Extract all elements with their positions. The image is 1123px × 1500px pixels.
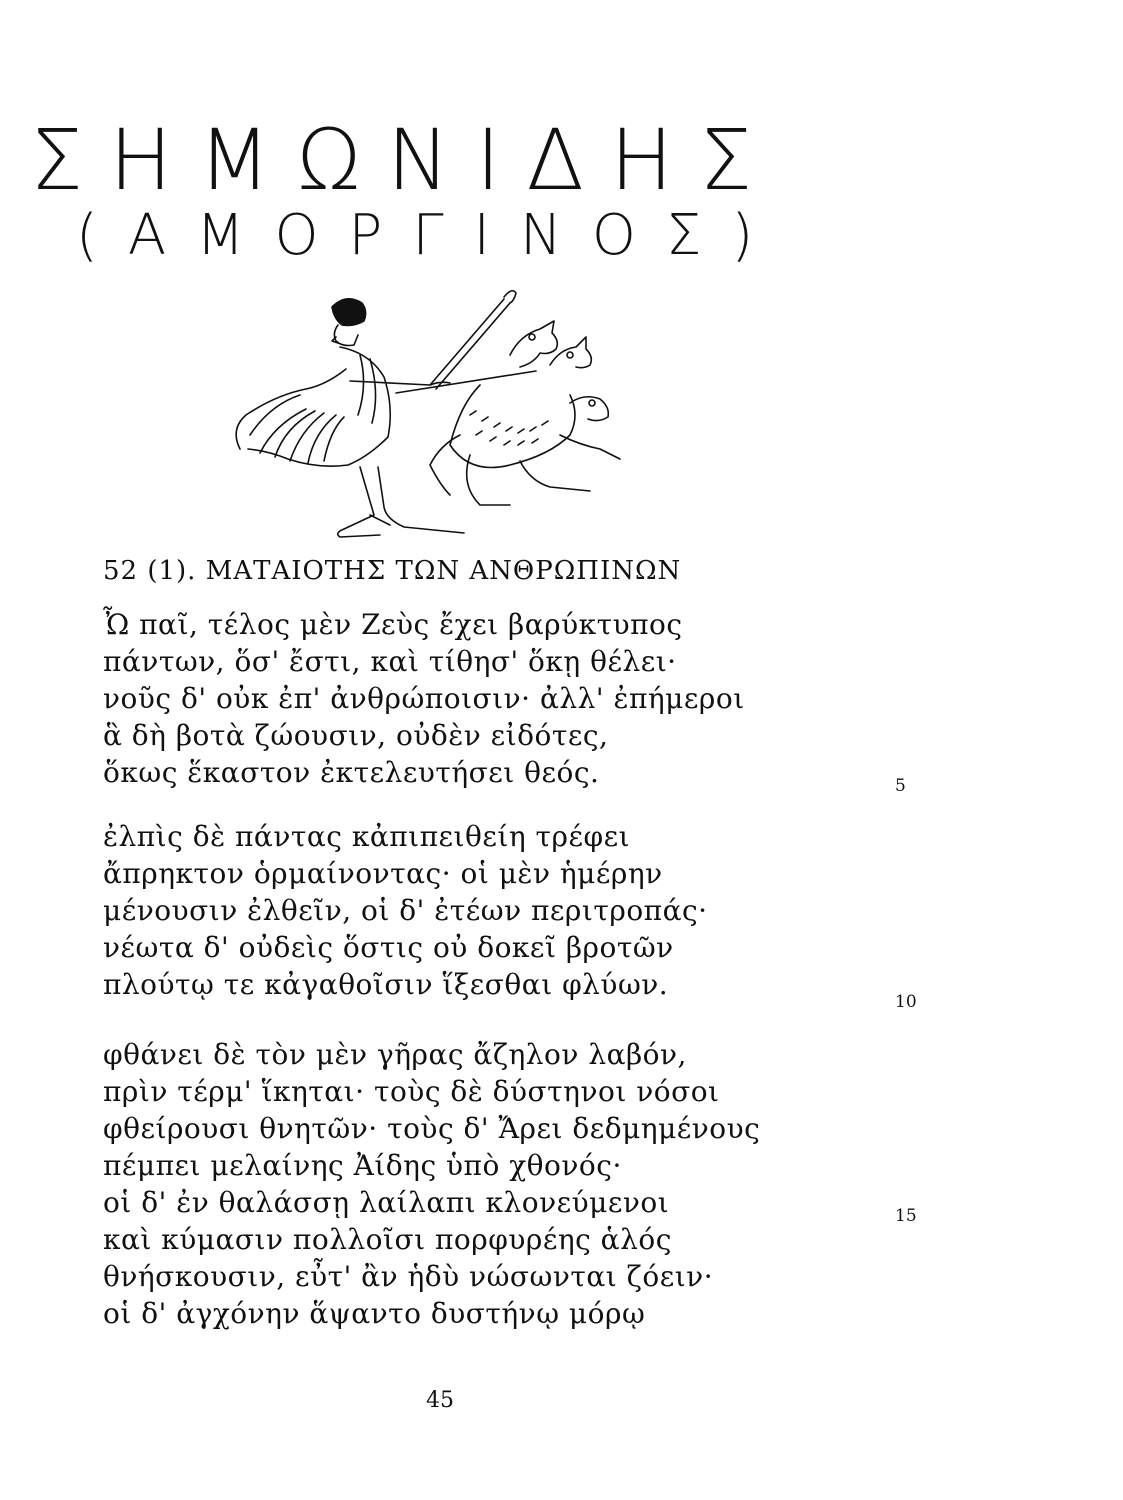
verse-line: οἱ δ' ἀγχόνην ἅψαντο δυστήνῳ μόρῳ: [103, 1297, 646, 1330]
page-number: 45: [426, 1388, 454, 1413]
verse-line: νέωτα δ' οὐδεὶς ὅστις οὐ δοκεῖ βροτῶν: [103, 931, 674, 964]
verse-line: πέμπει μελαίνης Ἀίδης ὑπὸ χθονός·: [103, 1149, 622, 1182]
verse-line: ἄπρηκτον ὁρμαίνοντας· οἱ μὲν ἡμέρην: [103, 857, 663, 890]
verse-line: ἃ δὴ βοτὰ ζώουσιν, οὐδὲν εἰδότες,: [103, 719, 609, 752]
verse-line: ἐλπὶς δὲ πάντας κἀπιπειθείη τρέφει: [103, 820, 631, 853]
vase-figure-youth-with-hounds-icon: [220, 285, 640, 540]
author-title: ΣΗΜΩΝΙΔΗΣ: [30, 111, 779, 209]
stanza-1: [103, 606, 823, 791]
line-number-10: 10: [895, 992, 917, 1012]
verse-line: πάντων, ὅσ' ἔστι, καὶ τίθησ' ὅκῃ θέλει·: [103, 645, 677, 678]
poem-heading: 52 (1). ΜΑΤΑΙΟΤΗΣ ΤΩΝ ΑΝΘΡΩΠΙΝΩΝ: [103, 556, 682, 586]
verse-line: Ὦ παῖ, τέλος μὲν Ζεὺς ἔχει βαρύκτυπος: [103, 608, 683, 641]
verse-line: οἱ δ' ἐν θαλάσσῃ λαίλαπι κλονεύμενοι: [103, 1186, 670, 1219]
verse-line: καὶ κύμασιν πολλοῖσι πορφυρέης ἁλός: [103, 1223, 672, 1256]
verse-line: πρὶν τέρμ' ἵκηται· τοὺς δὲ δύστηνοι νόσοι: [103, 1075, 720, 1108]
verse-line: πλούτῳ τε κἀγαθοῖσιν ἵξεσθαι φλύων.: [103, 968, 669, 1001]
verse-line: νοῦς δ' οὐκ ἐπ' ἀνθρώποισιν· ἀλλ' ἐπήμεροι: [103, 682, 745, 715]
verse-line: φθείρουσι θνητῶν· τοὺς δ' Ἄρει δεδμημένους: [103, 1112, 761, 1145]
verse-line: φθάνει δὲ τὸν μὲν γῆρας ἄζηλον λαβόν,: [103, 1038, 687, 1071]
verse-line: μένουσιν ἐλθεῖν, οἱ δ' ἐτέων περιτροπάς·: [103, 894, 708, 927]
verse-line: θνήσκουσιν, εὖτ' ἂν ἡδὺ νώσωνται ζόειν·: [103, 1260, 714, 1293]
author-subtitle: (ΑΜΟΡΓΙΝΟΣ): [76, 203, 784, 268]
line-number-5: 5: [895, 776, 906, 796]
stanza-2: [103, 818, 823, 1003]
verse-line: ὅκως ἕκαστον ἐκτελευτήσει θεός.: [103, 756, 600, 789]
stanza-3: [103, 1036, 823, 1332]
line-number-15: 15: [895, 1206, 917, 1226]
